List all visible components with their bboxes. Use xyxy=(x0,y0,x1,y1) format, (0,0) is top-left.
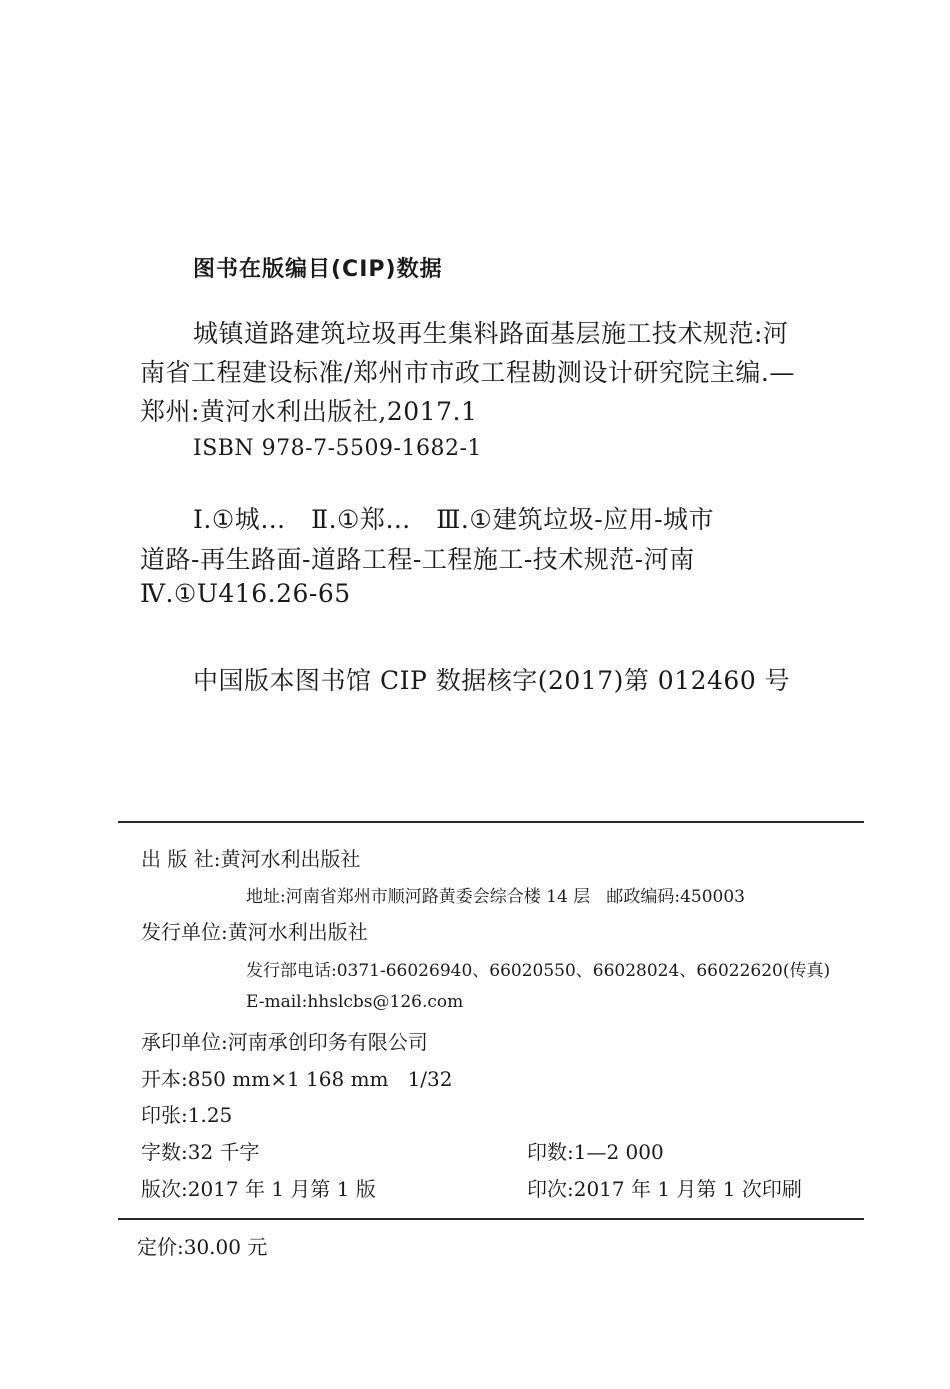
word-count-line: 字数:32 千字 xyxy=(141,1140,260,1164)
format-line: 开本:850 mm×1 168 mm 1/32 xyxy=(141,1067,453,1091)
email-line: E-mail:hhslcbs@126.com xyxy=(246,992,464,1012)
price-line: 定价:30.00 元 xyxy=(137,1235,268,1259)
cip-description-line-3: 郑州:黄河水利出版社,2017.1 xyxy=(140,397,478,426)
phone-line: 发行部电话:0371-66026940、66020550、66028024、66022620(传真) xyxy=(246,961,831,981)
distributor-line: 发行单位:黄河水利出版社 xyxy=(141,920,368,944)
edition-line: 版次:2017 年 1 月第 1 版 xyxy=(141,1177,376,1201)
cip-description-line-2: 南省工程建设标准/郑州市市政工程勘测设计研究院主编.— xyxy=(140,358,795,387)
cip-subject-line-3: Ⅳ.①U416.26-65 xyxy=(140,579,351,608)
sheets-line: 印张:1.25 xyxy=(141,1103,233,1127)
top-divider xyxy=(118,821,864,823)
cip-subject-line-1: Ⅰ.①城… Ⅱ.①郑… Ⅲ.①建筑垃圾-应用-城市 xyxy=(193,505,715,534)
cip-subject-line-2: 道路-再生路面-道路工程-工程施工-技术规范-河南 xyxy=(140,545,695,574)
cip-isbn: ISBN 978-7-5509-1682-1 xyxy=(193,436,482,461)
print-count-line: 印数:1—2 000 xyxy=(527,1140,664,1164)
printer-line: 承印单位:河南承创印务有限公司 xyxy=(141,1030,428,1054)
cip-heading: 图书在版编目(CIP)数据 xyxy=(193,257,443,282)
address-line: 地址:河南省郑州市顺河路黄委会综合楼 14 层 邮政编码:450003 xyxy=(246,887,746,907)
publisher-line: 出 版 社:黄河水利出版社 xyxy=(141,847,361,871)
cip-record-number: 中国版本图书馆 CIP 数据核字(2017)第 012460 号 xyxy=(193,666,791,695)
impression-line: 印次:2017 年 1 月第 1 次印刷 xyxy=(527,1177,802,1201)
cip-description-line-1: 城镇道路建筑垃圾再生集料路面基层施工技术规范:河 xyxy=(193,319,789,348)
bottom-divider xyxy=(118,1218,864,1220)
